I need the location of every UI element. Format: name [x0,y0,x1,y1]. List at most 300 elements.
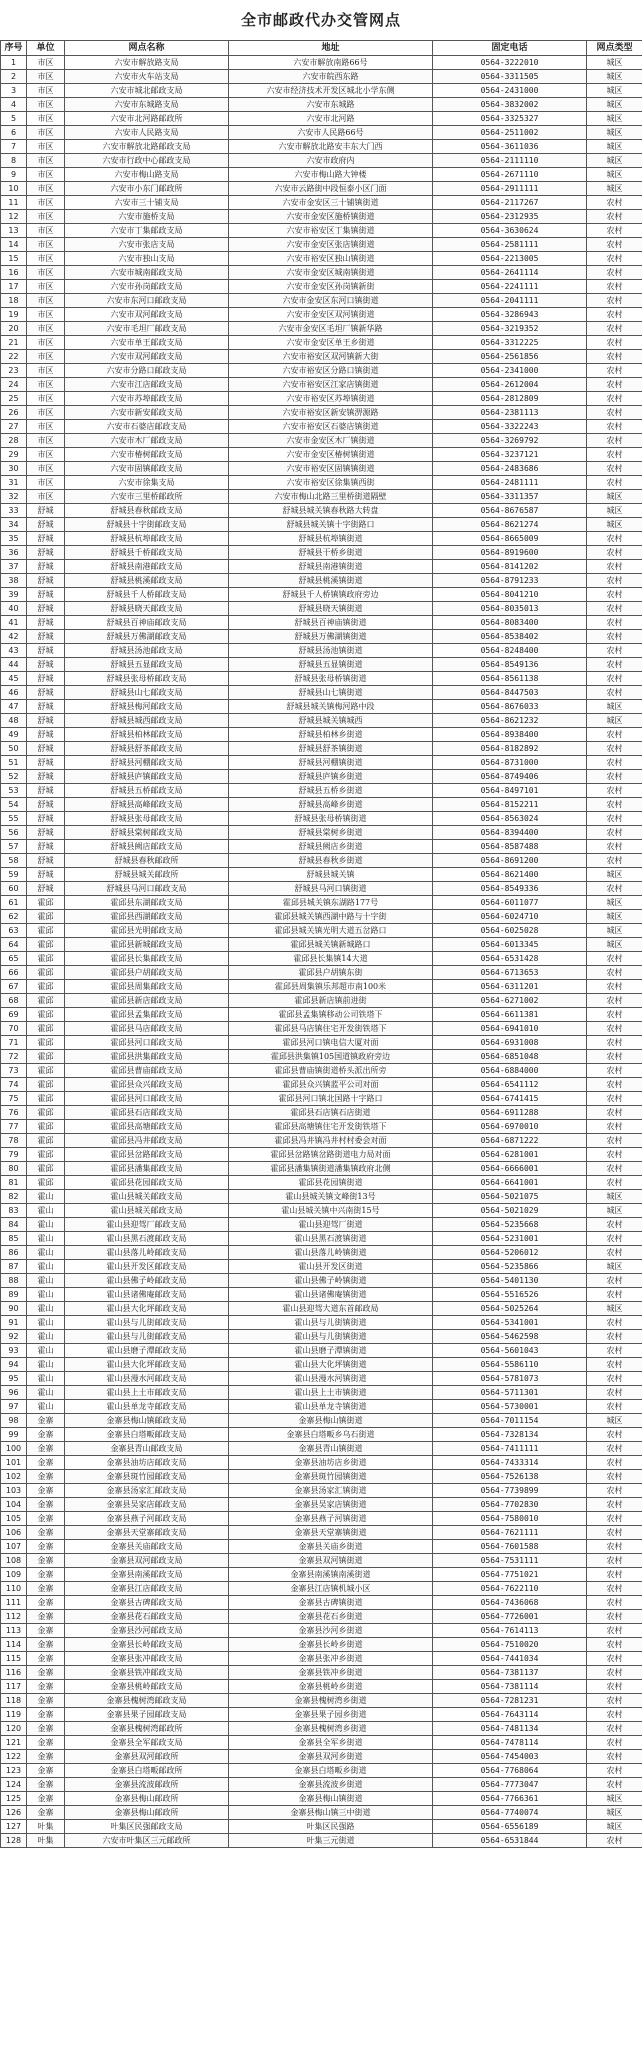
row-address: 六安市云路街中段恒泰小区门面 [229,182,433,196]
row-unit: 金寨 [27,1750,65,1764]
row-address: 舒城县城关镇城西 [229,714,433,728]
row-outlet-type: 城区 [587,1302,642,1316]
row-address: 霍邱县户胡镇东街 [229,966,433,980]
row-index: 103 [1,1484,27,1498]
table-row [1,308,642,322]
row-phone: 0564-6271002 [433,994,587,1008]
row-address: 舒城县张母桥镇街道 [229,672,433,686]
table-row [1,1022,642,1036]
row-index: 96 [1,1386,27,1400]
table-row [1,1204,642,1218]
row-address: 六安市裕安区独山镇街道 [229,252,433,266]
row-outlet-type: 农村 [587,756,642,770]
row-outlet-name: 金寨县铁冲邮政支局 [65,1666,229,1680]
row-phone: 0564-6541112 [433,1078,587,1092]
row-phone: 0564-2812809 [433,392,587,406]
row-unit: 叶集 [27,1834,65,1848]
row-address: 六安市裕安区新安镇淠源路 [229,406,433,420]
row-phone: 0564-5235668 [433,1218,587,1232]
row-index: 117 [1,1680,27,1694]
row-address: 六安市皖西东路 [229,70,433,84]
row-outlet-type: 农村 [587,658,642,672]
row-outlet-name: 霍山县单龙寺邮政支局 [65,1400,229,1414]
row-outlet-type: 农村 [587,1554,642,1568]
row-index: 127 [1,1820,27,1834]
row-index: 74 [1,1078,27,1092]
row-address: 六安市裕安区徐集镇西街 [229,476,433,490]
row-outlet-name: 六安市双河邮政支局 [65,308,229,322]
row-address: 六安市裕安区石婆店镇街道 [229,420,433,434]
table-row [1,112,642,126]
row-outlet-name: 舒城县南港邮政支局 [65,560,229,574]
row-index: 122 [1,1750,27,1764]
table-row [1,700,642,714]
row-phone: 0564-8549336 [433,882,587,896]
table-row [1,168,642,182]
row-outlet-name: 金寨县油坊店邮政支局 [65,1456,229,1470]
row-outlet-type: 城区 [587,924,642,938]
row-index: 15 [1,252,27,266]
row-phone: 0564-8561138 [433,672,587,686]
row-address: 六安市金安区单王乡街道 [229,336,433,350]
row-index: 99 [1,1428,27,1442]
row-unit: 舒城 [27,784,65,798]
row-address: 霍邱县城关镇光明大道五岔路口 [229,924,433,938]
row-outlet-name: 霍邱县长集邮政支局 [65,952,229,966]
table-row [1,546,642,560]
row-address: 霍邱县长集镇14大道 [229,952,433,966]
row-outlet-type: 城区 [587,98,642,112]
row-outlet-name: 六安市石婆店邮政支局 [65,420,229,434]
row-phone: 0564-8563024 [433,812,587,826]
row-outlet-name: 六安市北河路邮政所 [65,112,229,126]
row-index: 123 [1,1764,27,1778]
row-phone: 0564-5206012 [433,1246,587,1260]
row-outlet-name: 舒城县千桥邮政支局 [65,546,229,560]
row-address: 舒城县城关镇梅河路中段 [229,700,433,714]
row-address: 霍邱县马店镇住宅开发街铁塔下 [229,1022,433,1036]
row-unit: 市区 [27,462,65,476]
table-row [1,1512,642,1526]
row-phone: 0564-2641114 [433,266,587,280]
row-index: 116 [1,1666,27,1680]
table-row [1,98,642,112]
row-index: 126 [1,1806,27,1820]
row-outlet-type: 农村 [587,560,642,574]
row-phone: 0564-3286943 [433,308,587,322]
row-outlet-name: 六安市单王邮政支局 [65,336,229,350]
row-outlet-type: 城区 [587,868,642,882]
row-address: 霍山县迎驾厂街道 [229,1218,433,1232]
table-row [1,1820,642,1834]
row-phone: 0564-8538402 [433,630,587,644]
row-unit: 霍邱 [27,1176,65,1190]
row-unit: 霍邱 [27,1106,65,1120]
row-outlet-name: 舒城县张母邮政支局 [65,812,229,826]
row-outlet-name: 霍山县诸佛庵邮政支局 [65,1288,229,1302]
row-unit: 舒城 [27,630,65,644]
row-unit: 霍山 [27,1302,65,1316]
row-outlet-type: 农村 [587,1386,642,1400]
row-outlet-type: 农村 [587,1834,642,1848]
row-phone: 0564-3325327 [433,112,587,126]
row-unit: 市区 [27,196,65,210]
row-outlet-name: 金寨县槐树湾邮政所 [65,1722,229,1736]
row-index: 87 [1,1260,27,1274]
row-phone: 0564-5711301 [433,1386,587,1400]
row-outlet-name: 舒城县桃溪邮政支局 [65,574,229,588]
row-outlet-name: 舒城县五桥邮政支局 [65,784,229,798]
row-address: 金寨县青山镇街道 [229,1442,433,1456]
row-unit: 舒城 [27,574,65,588]
row-outlet-type: 农村 [587,462,642,476]
row-address: 霍邱县孟集镇移动公司铁塔下 [229,1008,433,1022]
row-unit: 霍邱 [27,1036,65,1050]
row-outlet-name: 六安市徐集支局 [65,476,229,490]
row-phone: 0564-6556189 [433,1820,587,1834]
row-phone: 0564-8676587 [433,504,587,518]
row-outlet-type: 城区 [587,1792,642,1806]
row-address: 六安市金安区东河口镇街道 [229,294,433,308]
row-unit: 叶集 [27,1820,65,1834]
row-outlet-name: 六安市解放北路邮政支局 [65,140,229,154]
table-row [1,1050,642,1064]
row-index: 52 [1,770,27,784]
row-unit: 霍山 [27,1232,65,1246]
row-address: 霍邱县城关镇西湖中路与十字街 [229,910,433,924]
row-address: 舒城县杭埠镇街道 [229,532,433,546]
row-outlet-name: 六安市三里桥邮政所 [65,490,229,504]
row-address: 霍山县城关镇文峰街13号 [229,1190,433,1204]
row-index: 95 [1,1372,27,1386]
row-outlet-type: 城区 [587,910,642,924]
row-phone: 0564-7740074 [433,1806,587,1820]
row-phone: 0564-6531428 [433,952,587,966]
row-outlet-type: 城区 [587,154,642,168]
row-outlet-name: 霍邱县西湖邮政支局 [65,910,229,924]
row-phone: 0564-8691200 [433,854,587,868]
row-phone: 0564-6884000 [433,1064,587,1078]
row-outlet-type: 农村 [587,840,642,854]
row-unit: 金寨 [27,1428,65,1442]
row-outlet-type: 城区 [587,112,642,126]
table-row [1,1750,642,1764]
table-row [1,1806,642,1820]
row-index: 83 [1,1204,27,1218]
row-index: 105 [1,1512,27,1526]
row-outlet-type: 农村 [587,224,642,238]
row-unit: 金寨 [27,1624,65,1638]
row-index: 32 [1,490,27,504]
row-outlet-type: 农村 [587,826,642,840]
row-index: 59 [1,868,27,882]
row-phone: 0564-8621232 [433,714,587,728]
table-row [1,1246,642,1260]
row-index: 38 [1,574,27,588]
row-outlet-type: 农村 [587,1666,642,1680]
row-outlet-name: 舒城县春秋邮政支局 [65,504,229,518]
row-outlet-type: 农村 [587,672,642,686]
row-outlet-name: 金寨县关庙邮政支局 [65,1540,229,1554]
row-index: 50 [1,742,27,756]
row-outlet-name: 舒城县杭埠邮政支局 [65,532,229,546]
row-address: 金寨县梅山镇街道 [229,1792,433,1806]
row-outlet-type: 农村 [587,336,642,350]
row-outlet-name: 舒城县马河口邮政支局 [65,882,229,896]
table-row [1,756,642,770]
row-address: 金寨县果子园乡街道 [229,1708,433,1722]
table-row [1,210,642,224]
row-unit: 市区 [27,350,65,364]
row-outlet-type: 农村 [587,728,642,742]
row-index: 73 [1,1064,27,1078]
row-unit: 霍邱 [27,1050,65,1064]
row-index: 90 [1,1302,27,1316]
row-index: 71 [1,1036,27,1050]
row-index: 6 [1,126,27,140]
row-index: 118 [1,1694,27,1708]
header-unit: 单位 [27,41,65,56]
table-row [1,1456,642,1470]
row-phone: 0564-7702830 [433,1498,587,1512]
row-index: 47 [1,700,27,714]
row-index: 68 [1,994,27,1008]
row-outlet-name: 六安市东城路支局 [65,98,229,112]
table-row [1,1106,642,1120]
row-outlet-name: 六安市江店邮政支局 [65,378,229,392]
row-outlet-type: 城区 [587,70,642,84]
table-row [1,798,642,812]
row-phone: 0564-8919600 [433,546,587,560]
row-index: 41 [1,616,27,630]
row-index: 121 [1,1736,27,1750]
row-phone: 0564-5341001 [433,1316,587,1330]
row-outlet-name: 金寨县天堂寨邮政支局 [65,1526,229,1540]
row-outlet-name: 霍邱县曹庙邮政支局 [65,1064,229,1078]
row-unit: 霍山 [27,1330,65,1344]
row-outlet-name: 舒城县庐镇邮政支局 [65,770,229,784]
table-row [1,532,642,546]
row-phone: 0564-7436068 [433,1596,587,1610]
row-unit: 舒城 [27,812,65,826]
row-phone: 0564-8938400 [433,728,587,742]
row-outlet-type: 城区 [587,140,642,154]
row-unit: 金寨 [27,1526,65,1540]
row-outlet-name: 金寨县双河邮政所 [65,1750,229,1764]
row-address: 六安市金安区木厂镇街道 [229,434,433,448]
row-address: 霍邱县岔路镇岔路街道电力局对面 [229,1148,433,1162]
row-outlet-type: 农村 [587,1274,642,1288]
table-row [1,1232,642,1246]
row-outlet-type: 农村 [587,812,642,826]
row-outlet-type: 农村 [587,1246,642,1260]
row-outlet-type: 农村 [587,644,642,658]
table-row [1,1316,642,1330]
row-outlet-type: 农村 [587,952,642,966]
row-phone: 0564-6531844 [433,1834,587,1848]
row-unit: 金寨 [27,1610,65,1624]
row-index: 3 [1,84,27,98]
row-unit: 霍山 [27,1274,65,1288]
row-outlet-type: 农村 [587,1498,642,1512]
row-outlet-type: 城区 [587,896,642,910]
row-index: 43 [1,644,27,658]
table-row [1,1680,642,1694]
row-phone: 0564-3222010 [433,56,587,70]
row-unit: 金寨 [27,1414,65,1428]
table-row [1,1148,642,1162]
row-phone: 0564-5025264 [433,1302,587,1316]
table-row [1,938,642,952]
row-outlet-name: 金寨县流波邮政所 [65,1778,229,1792]
table-row [1,854,642,868]
row-outlet-type: 农村 [587,1708,642,1722]
row-outlet-name: 六安市三十铺支局 [65,196,229,210]
row-outlet-name: 金寨县燕子河邮政支局 [65,1512,229,1526]
row-outlet-type: 农村 [587,1442,642,1456]
row-index: 109 [1,1568,27,1582]
table-row [1,280,642,294]
row-address: 六安市裕安区江家店镇街道 [229,378,433,392]
row-outlet-name: 六安市新安邮政支局 [65,406,229,420]
row-index: 92 [1,1330,27,1344]
row-outlet-name: 霍山县大化坪邮政支局 [65,1302,229,1316]
row-address: 六安市政府内 [229,154,433,168]
row-address: 舒城县高峰乡街道 [229,798,433,812]
row-address: 霍山县上土市镇街道 [229,1386,433,1400]
row-unit: 市区 [27,378,65,392]
row-phone: 0564-7601588 [433,1540,587,1554]
row-outlet-type: 农村 [587,196,642,210]
table-row [1,1218,642,1232]
row-outlet-name: 霍邱县花园邮政支局 [65,1176,229,1190]
row-outlet-name: 舒城县棠树邮政支局 [65,826,229,840]
row-index: 86 [1,1246,27,1260]
row-index: 128 [1,1834,27,1848]
row-phone: 0564-8621400 [433,868,587,882]
row-outlet-name: 叶集区民强邮政支局 [65,1820,229,1834]
row-index: 77 [1,1120,27,1134]
row-unit: 霍山 [27,1358,65,1372]
table-row [1,1722,642,1736]
row-address: 金寨县桃岭乡街道 [229,1680,433,1694]
row-address: 金寨县梅山镇街道 [229,1414,433,1428]
row-outlet-name: 舒城县春秋邮政所 [65,854,229,868]
row-phone: 0564-2213005 [433,252,587,266]
row-unit: 霍邱 [27,1064,65,1078]
header-phone: 固定电话 [433,41,587,56]
row-address: 霍山县黑石渡镇街道 [229,1232,433,1246]
row-unit: 霍邱 [27,952,65,966]
row-address: 金寨县吴家店镇街道 [229,1498,433,1512]
row-unit: 舒城 [27,868,65,882]
row-index: 23 [1,364,27,378]
table-row [1,980,642,994]
row-index: 5 [1,112,27,126]
row-index: 65 [1,952,27,966]
row-address: 舒城县南港镇街道 [229,560,433,574]
row-unit: 市区 [27,490,65,504]
row-phone: 0564-5021029 [433,1204,587,1218]
row-outlet-name: 金寨县果子园邮政支局 [65,1708,229,1722]
row-outlet-type: 城区 [587,56,642,70]
row-outlet-type: 城区 [587,1260,642,1274]
row-address: 霍山县佛子岭镇街道 [229,1274,433,1288]
row-outlet-name: 霍邱县高塘邮政支局 [65,1120,229,1134]
row-phone: 0564-2111110 [433,154,587,168]
row-unit: 金寨 [27,1722,65,1736]
row-address: 金寨县流波乡街道 [229,1778,433,1792]
row-index: 100 [1,1442,27,1456]
table-row [1,1372,642,1386]
row-address: 舒城县马河口镇街道 [229,882,433,896]
row-outlet-type: 农村 [587,1638,642,1652]
row-index: 40 [1,602,27,616]
row-unit: 金寨 [27,1540,65,1554]
row-address: 霍邱县新店镇前进街 [229,994,433,1008]
row-unit: 霍邱 [27,896,65,910]
row-address: 霍山县迎驾大道东首邮政局 [229,1302,433,1316]
row-address: 舒城县万佛湖镇街道 [229,630,433,644]
row-outlet-name: 六安市火车站支局 [65,70,229,84]
row-outlet-name: 霍邱县河口邮政支局 [65,1092,229,1106]
row-unit: 市区 [27,98,65,112]
row-outlet-name: 六安市丁集邮政支局 [65,224,229,238]
row-phone: 0564-7580010 [433,1512,587,1526]
row-unit: 霍邱 [27,1134,65,1148]
row-outlet-type: 农村 [587,1316,642,1330]
row-address: 六安市金安区孙岗镇新街 [229,280,433,294]
row-unit: 舒城 [27,756,65,770]
row-index: 72 [1,1050,27,1064]
row-outlet-type: 农村 [587,1470,642,1484]
row-phone: 0564-7433314 [433,1456,587,1470]
row-unit: 霍邱 [27,994,65,1008]
row-phone: 0564-8248400 [433,644,587,658]
row-phone: 0564-8665009 [433,532,587,546]
row-phone: 0564-8447503 [433,686,587,700]
row-phone: 0564-6931008 [433,1036,587,1050]
row-unit: 霍邱 [27,1162,65,1176]
row-outlet-name: 六安市毛坦厂邮政支局 [65,322,229,336]
row-outlet-type: 农村 [587,1722,642,1736]
row-phone: 0564-5021075 [433,1190,587,1204]
row-index: 44 [1,658,27,672]
table-row [1,1610,642,1624]
row-phone: 0564-7768064 [433,1764,587,1778]
row-outlet-name: 霍邱县户胡邮政支局 [65,966,229,980]
row-outlet-type: 农村 [587,1036,642,1050]
row-index: 14 [1,238,27,252]
table-row [1,518,642,532]
table-row [1,126,642,140]
row-unit: 市区 [27,434,65,448]
row-index: 36 [1,546,27,560]
row-address: 舒城县汤池镇街道 [229,644,433,658]
row-phone: 0564-2241111 [433,280,587,294]
row-outlet-type: 农村 [587,266,642,280]
row-unit: 金寨 [27,1764,65,1778]
row-phone: 0564-6611381 [433,1008,587,1022]
row-phone: 0564-6281001 [433,1148,587,1162]
row-unit: 市区 [27,406,65,420]
row-unit: 市区 [27,168,65,182]
table-row [1,1092,642,1106]
row-index: 46 [1,686,27,700]
row-unit: 金寨 [27,1484,65,1498]
row-unit: 金寨 [27,1582,65,1596]
row-phone: 0564-6013345 [433,938,587,952]
